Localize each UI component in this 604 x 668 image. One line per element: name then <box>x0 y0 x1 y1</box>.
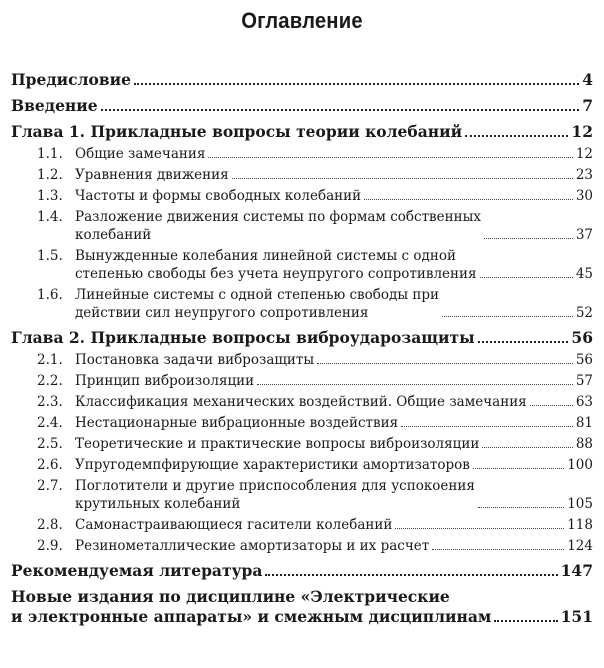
toc-entry-text: Нестационарные вибрационные воздействия <box>75 415 399 431</box>
toc-entry-title <box>11 70 131 90</box>
toc-section-entry[interactable] <box>11 372 593 390</box>
toc-entry-title <box>11 122 462 142</box>
dot-leader <box>101 109 580 111</box>
toc-page-number: 7 <box>582 96 593 115</box>
toc-page-number: 4 <box>582 70 593 89</box>
toc-entry-number: 2.4. <box>37 415 63 431</box>
toc-page-number: 105 <box>567 496 593 512</box>
dot-leader <box>317 363 573 364</box>
dot-leader <box>257 384 573 385</box>
dot-leader <box>395 528 564 529</box>
dot-leader <box>401 426 573 427</box>
toc-entry-text: Вынужденные колебания линейной системы с одной степенью свободы без учета неупругого сопротивления <box>75 248 477 282</box>
dot-leader <box>232 178 573 179</box>
toc-page-number: 45 <box>575 266 593 282</box>
toc-entry-number: 1.1. <box>37 146 63 162</box>
toc-chapter-entry[interactable] <box>11 561 593 581</box>
dot-leader <box>134 83 579 85</box>
toc-entry-number: 1.5. <box>37 248 63 264</box>
toc-entry-text: Уравнения движения <box>75 167 229 183</box>
toc-entry-number: 2.9. <box>37 538 63 554</box>
toc-page-number: 52 <box>575 305 593 321</box>
toc-entry-title <box>37 477 475 513</box>
toc-entry-text: Новые издания по дисциплине «Электрические и электронные аппараты» и смежным дисциплинам <box>11 587 492 626</box>
toc-entry-title <box>11 96 98 116</box>
toc-section-entry[interactable] <box>11 166 593 184</box>
dot-leader <box>364 199 573 200</box>
toc-section-entry[interactable] <box>11 286 593 322</box>
toc-entry-text: Самонастраивающиеся гасители колебаний <box>75 517 393 533</box>
toc-chapter-entry[interactable] <box>11 328 593 348</box>
toc-page-number: 147 <box>560 561 593 580</box>
toc-section-entry[interactable] <box>11 208 593 244</box>
toc-page-number: 63 <box>575 394 593 410</box>
toc-section-entry[interactable] <box>11 351 593 369</box>
toc-entry-title <box>37 145 205 163</box>
toc-page-number: 100 <box>567 457 593 473</box>
toc-entry-number: 1.6. <box>37 287 63 303</box>
toc-entry-title <box>37 456 470 474</box>
toc-entry-text: Предисловие <box>11 70 131 89</box>
toc-entry-number: 2.1. <box>37 352 63 368</box>
toc-section-entry[interactable] <box>11 516 593 534</box>
toc-entry-text: Линейные системы с одной степенью свободы при действии сил неупругого сопротивления <box>75 287 440 321</box>
toc-entry-number: 1.3. <box>37 188 63 204</box>
toc-entry-text: Резинометаллические амортизаторы и их расчет <box>75 538 430 554</box>
toc-page-number: 124 <box>567 538 593 554</box>
toc-entry-title <box>37 414 398 432</box>
dot-leader <box>265 574 557 576</box>
toc-entry-title <box>37 393 527 411</box>
toc-entry-text: Разложение движения системы по формам собственных колебаний <box>75 209 482 243</box>
toc-entry-text: Поглотители и другие приспособления для успокоения крутильных колебаний <box>75 478 475 512</box>
toc-entry-text: Принцип виброизоляции <box>75 373 255 389</box>
toc-entry-text: Общие замечания <box>75 146 206 162</box>
toc-entry-number: 2.6. <box>37 457 63 473</box>
toc-page-number: 37 <box>575 227 593 243</box>
toc-page-number: 118 <box>567 517 593 533</box>
dot-leader <box>442 316 573 317</box>
toc-section-entry[interactable] <box>11 187 593 205</box>
toc-section-entry[interactable] <box>11 537 593 555</box>
toc-entry-text: Постановка задачи виброзащиты <box>75 352 315 368</box>
toc-page-number: 56 <box>575 352 593 368</box>
toc-page-number: 23 <box>575 167 593 183</box>
dot-leader <box>473 468 564 469</box>
dot-leader <box>465 135 568 137</box>
toc-entry-text: Введение <box>11 96 98 115</box>
toc-chapter-entry[interactable] <box>11 122 593 142</box>
toc-entry-text: Рекомендуемая литература <box>11 561 263 580</box>
toc-entry-title <box>37 351 314 369</box>
toc-page-number: 57 <box>575 373 593 389</box>
table-of-contents <box>11 70 593 627</box>
toc-section-entry[interactable] <box>11 435 593 453</box>
toc-entry-number: 1.4. <box>37 209 63 225</box>
toc-entry-title <box>37 537 429 555</box>
toc-entry-title <box>11 587 491 627</box>
toc-section-entry[interactable] <box>11 414 593 432</box>
toc-entry-title <box>37 372 254 390</box>
toc-entry-title <box>37 187 361 205</box>
toc-entry-title <box>37 208 481 244</box>
toc-entry-number: 1.2. <box>37 167 63 183</box>
toc-entry-number: 2.8. <box>37 517 63 533</box>
toc-section-entry[interactable] <box>11 456 593 474</box>
page-title: Оглавление <box>241 8 363 33</box>
toc-entry-text: Упругодемпфирующие характеристики амортизаторов <box>75 457 470 473</box>
toc-entry-text: Глава 2. Прикладные вопросы виброударозащиты <box>11 328 475 347</box>
toc-entry-text: Глава 1. Прикладные вопросы теории колебаний <box>11 122 463 141</box>
toc-entry-title <box>37 286 439 322</box>
toc-entry-title <box>37 435 479 453</box>
toc-entry-title <box>11 561 262 581</box>
toc-entry-title <box>37 166 229 184</box>
toc-entry-text: Теоретические и практические вопросы виброизоляции <box>75 436 480 452</box>
toc-page-number: 12 <box>571 122 593 141</box>
toc-entry-text: Частоты и формы свободных колебаний <box>75 188 362 204</box>
dot-leader <box>478 341 569 343</box>
toc-entry-number: 2.3. <box>37 394 63 410</box>
dot-leader <box>432 549 564 550</box>
toc-chapter-entry[interactable] <box>11 70 593 90</box>
toc-entry-number: 2.7. <box>37 478 63 494</box>
toc-page-number: 12 <box>575 146 593 162</box>
toc-entry-title <box>11 328 475 348</box>
toc-page-number: 151 <box>560 607 593 626</box>
toc-page-number: 81 <box>575 415 593 431</box>
toc-chapter-entry[interactable] <box>11 96 593 116</box>
toc-entry-number: 2.2. <box>37 373 63 389</box>
dot-leader <box>530 405 573 406</box>
toc-entry-title <box>37 247 477 283</box>
dot-leader <box>482 447 572 448</box>
dot-leader <box>478 507 564 508</box>
toc-entry-number: 2.5. <box>37 436 63 452</box>
dot-leader <box>208 157 572 158</box>
dot-leader <box>484 238 573 239</box>
toc-section-entry[interactable] <box>11 247 593 283</box>
toc-page-number: 88 <box>575 436 593 452</box>
toc-section-entry[interactable] <box>11 393 593 411</box>
toc-page-number: 56 <box>571 328 593 347</box>
toc-chapter-entry[interactable] <box>11 587 593 627</box>
toc-page-number: 30 <box>575 188 593 204</box>
toc-entry-text: Классификация механических воздействий. Общие замечания <box>75 394 527 410</box>
toc-entry-title <box>37 516 392 534</box>
dot-leader <box>480 277 573 278</box>
toc-section-entry[interactable] <box>11 477 593 513</box>
toc-section-entry[interactable] <box>11 145 593 163</box>
dot-leader <box>494 620 557 622</box>
